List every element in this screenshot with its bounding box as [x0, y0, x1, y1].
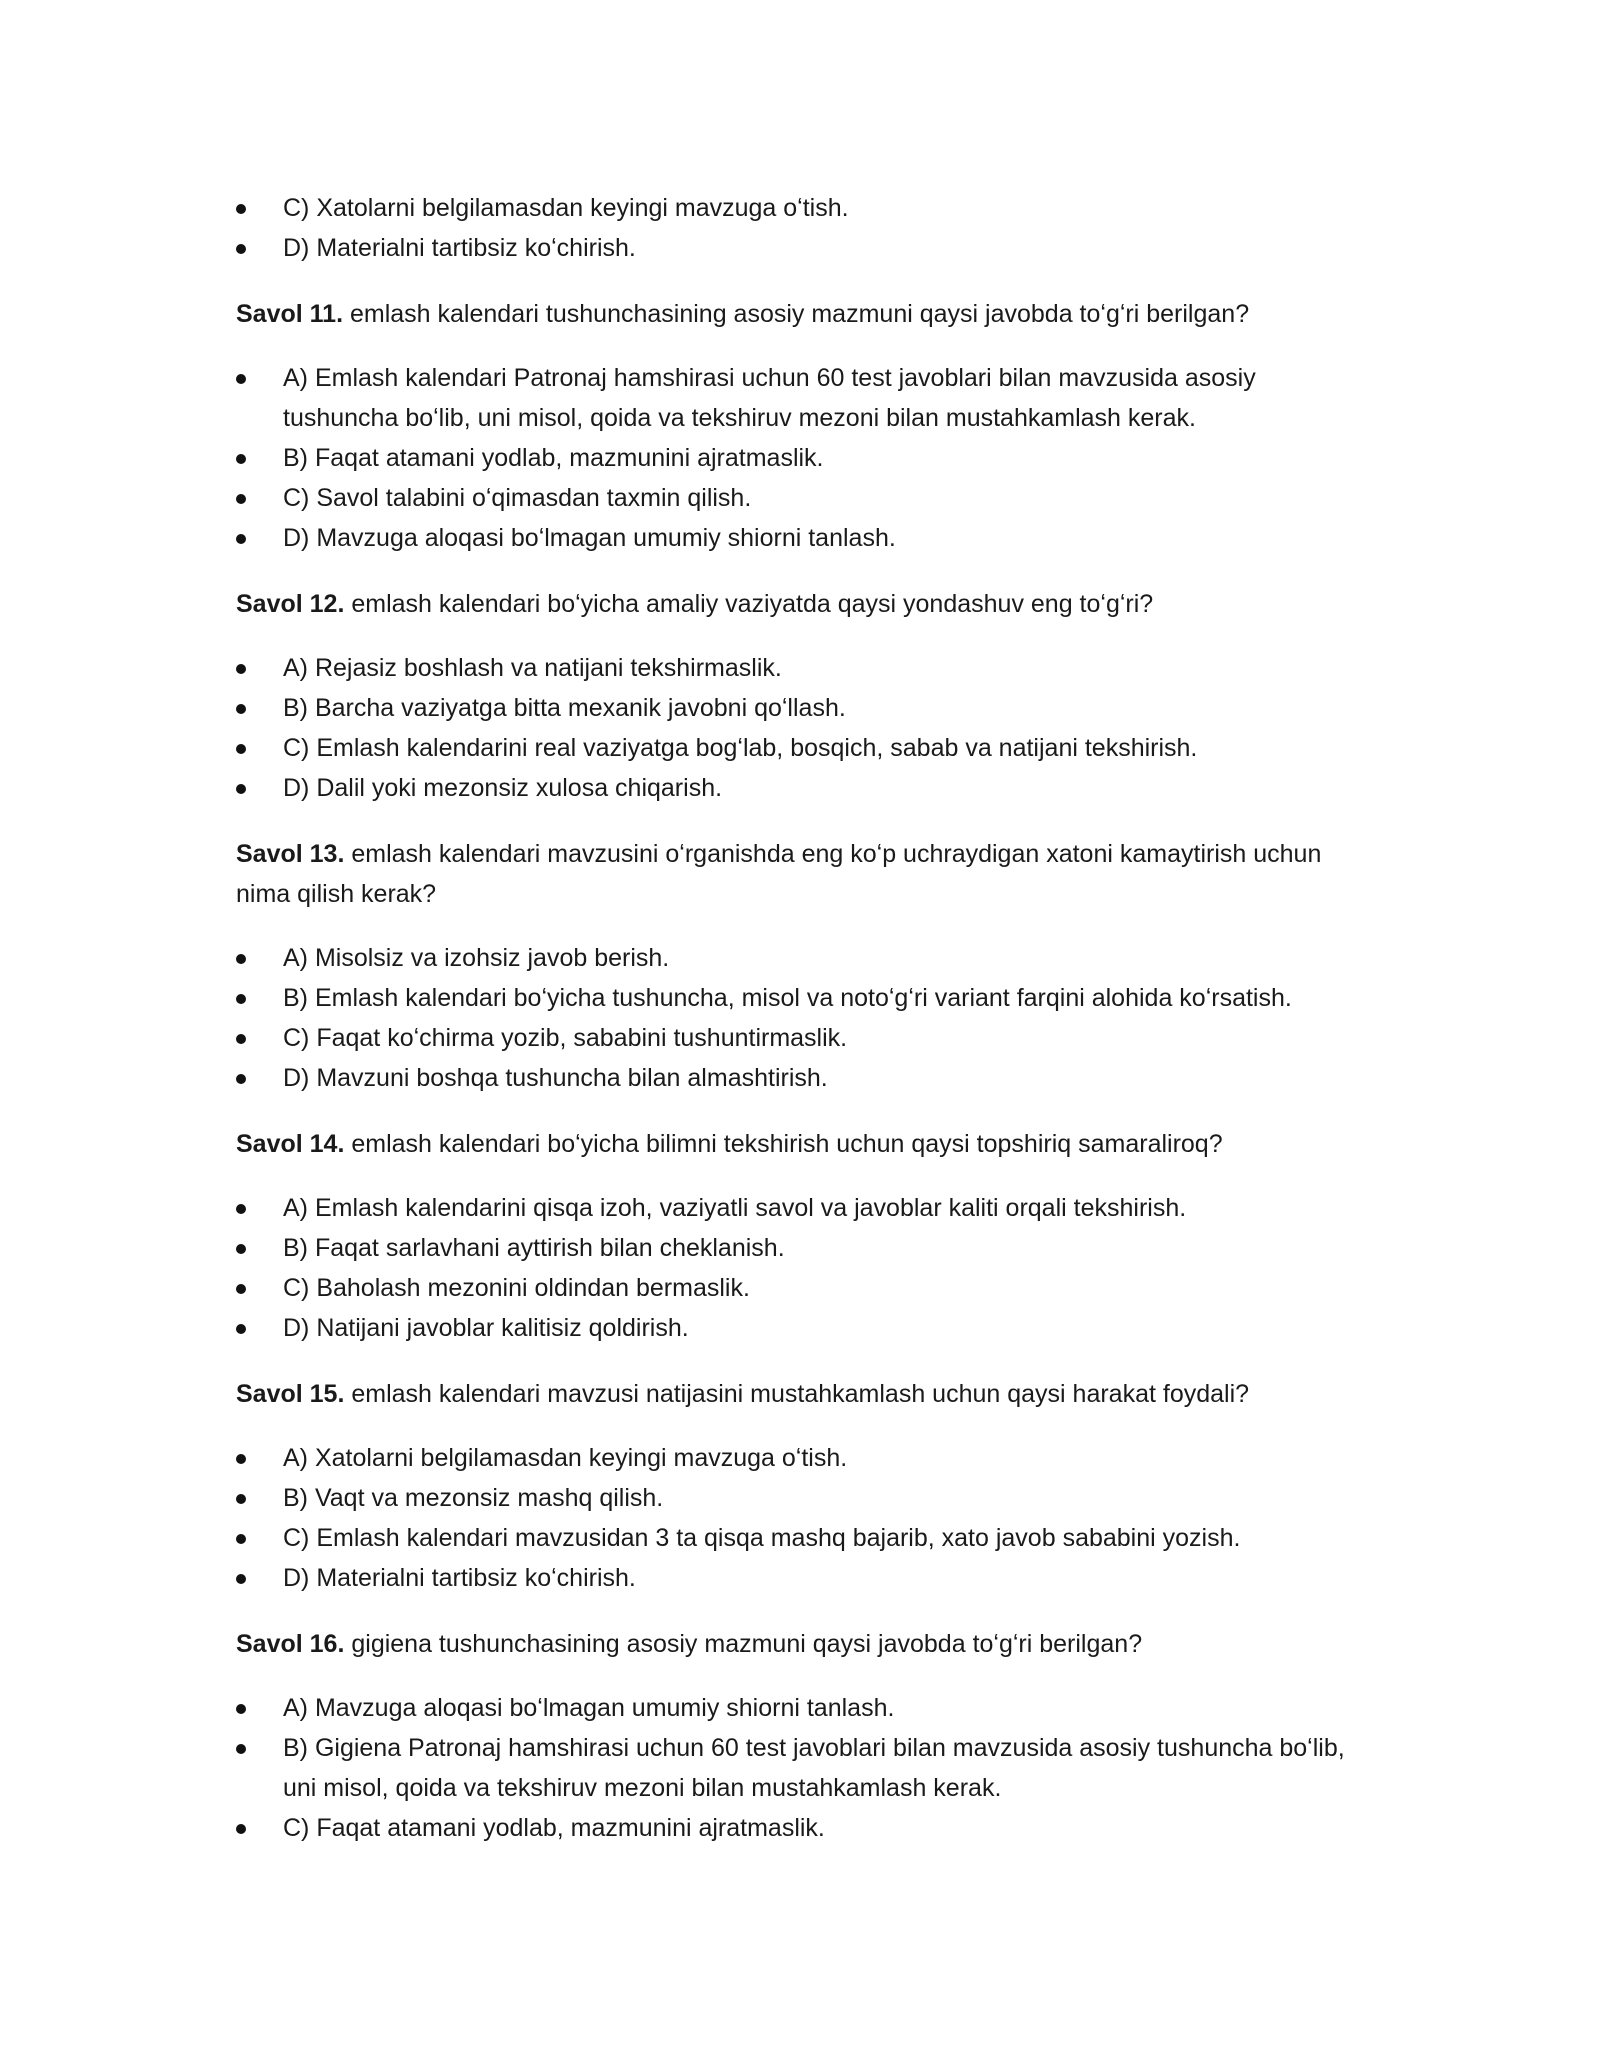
option-item [236, 1018, 1366, 1058]
bullet-icon [236, 1494, 246, 1504]
option-list [236, 358, 1366, 558]
option-text: C) Emlash kalendari mavzusidan 3 ta qisqa mashq bajarib, xato javob sababini yozish. [283, 1524, 1241, 1552]
question-heading [236, 1624, 1366, 1664]
question-number: Savol 14. [236, 1130, 345, 1158]
option-text: B) Gigiena Patronaj hamshirasi uchun 60 test javoblari bilan mavzusida asosiy tushuncha boʻlib, uni misol, qoida va tekshiruv mezoni bilan mustahkamlash kerak. [283, 1734, 1345, 1802]
option-item [236, 518, 1366, 558]
option-list [236, 1188, 1366, 1348]
option-item [236, 1518, 1366, 1558]
option-text: A) Emlash kalendari Patronaj hamshirasi uchun 60 test javoblari bilan mavzusida asosiy tushuncha boʻlib, uni misol, qoida va tekshiruv mezoni bilan mustahkamlash kerak. [283, 364, 1256, 432]
option-text: D) Mavzuga aloqasi boʻlmagan umumiy shiorni tanlash. [283, 524, 896, 552]
bullet-icon [236, 744, 246, 754]
option-list [236, 1438, 1366, 1598]
option-list [236, 938, 1366, 1098]
bullet-icon [236, 664, 246, 674]
option-text: D) Mavzuni boshqa tushuncha bilan almashtirish. [283, 1064, 828, 1092]
option-text: B) Emlash kalendari boʻyicha tushuncha, misol va notoʻgʻri variant farqini alohida koʻrsatish. [283, 984, 1292, 1012]
option-item [236, 188, 1366, 228]
question-number: Savol 15. [236, 1380, 345, 1408]
option-text: C) Baholash mezonini oldindan bermaslik. [283, 1274, 750, 1302]
document-page [236, 188, 1366, 1848]
question-heading [236, 584, 1366, 624]
question-number: Savol 11. [236, 300, 344, 328]
question-heading [236, 294, 1366, 334]
option-text: C) Faqat atamani yodlab, mazmunini ajratmaslik. [283, 1814, 825, 1842]
option-item [236, 1438, 1366, 1478]
option-item [236, 1478, 1366, 1518]
option-text: A) Misolsiz va izohsiz javob berish. [283, 944, 670, 972]
bullet-icon [236, 1244, 246, 1254]
question-text: emlash kalendari tushunchasining asosiy mazmuni qaysi javobda toʻgʻri berilgan? [349, 300, 1250, 328]
option-item [236, 728, 1366, 768]
option-item [236, 228, 1366, 268]
option-item [236, 1688, 1366, 1728]
option-item [236, 1728, 1366, 1808]
option-text: C) Savol talabini oʻqimasdan taxmin qilish. [283, 484, 752, 512]
bullet-icon [236, 704, 246, 714]
option-item [236, 1058, 1366, 1098]
bullet-icon [236, 1034, 246, 1044]
bullet-icon [236, 534, 246, 544]
bullet-icon [236, 454, 246, 464]
option-text: C) Faqat koʻchirma yozib, sababini tushuntirmaslik. [283, 1024, 848, 1052]
bullet-icon [236, 204, 246, 214]
question-heading [236, 1124, 1366, 1164]
option-item [236, 478, 1366, 518]
option-text: B) Vaqt va mezonsiz mashq qilish. [283, 1484, 664, 1512]
question-text: emlash kalendari mavzusi natijasini mustahkamlash uchun qaysi harakat foydali? [351, 1380, 1250, 1408]
option-list [236, 1688, 1366, 1848]
option-text: A) Rejasiz boshlash va natijani tekshirmaslik. [283, 654, 782, 682]
option-text: B) Barcha vaziyatga bitta mexanik javobni qoʻllash. [283, 694, 846, 722]
bullet-icon [236, 994, 246, 1004]
question-number: Savol 13. [236, 840, 345, 868]
question-number: Savol 16. [236, 1630, 345, 1658]
option-item [236, 1308, 1366, 1348]
option-text: A) Xatolarni belgilamasdan keyingi mavzuga oʻtish. [283, 1444, 848, 1472]
question-heading [236, 834, 1366, 914]
option-item [236, 1188, 1366, 1228]
bullet-icon [236, 1284, 246, 1294]
option-item [236, 648, 1366, 688]
question-text: emlash kalendari mavzusini oʻrganishda eng koʻp uchraydigan xatoni kamaytirish uchun nima qilish kerak? [236, 840, 1322, 908]
bullet-icon [236, 1574, 246, 1584]
bullet-icon [236, 1324, 246, 1334]
option-item [236, 1808, 1366, 1848]
option-text: D) Materialni tartibsiz koʻchirish. [283, 234, 636, 262]
option-item [236, 768, 1366, 808]
bullet-icon [236, 1744, 246, 1754]
option-item [236, 938, 1366, 978]
bullet-icon [236, 1824, 246, 1834]
bullet-icon [236, 1534, 246, 1544]
option-item [236, 358, 1366, 438]
option-text: B) Faqat atamani yodlab, mazmunini ajratmaslik. [283, 444, 824, 472]
bullet-icon [236, 1074, 246, 1084]
option-text: D) Materialni tartibsiz koʻchirish. [283, 1564, 636, 1592]
question-text: emlash kalendari boʻyicha amaliy vaziyatda qaysi yondashuv eng toʻgʻri? [351, 590, 1154, 618]
option-text: A) Emlash kalendarini qisqa izoh, vaziyatli savol va javoblar kaliti orqali tekshirish. [283, 1194, 1187, 1222]
option-text: B) Faqat sarlavhani ayttirish bilan cheklanish. [283, 1234, 785, 1262]
option-list [236, 648, 1366, 808]
question-text: gigiena tushunchasining asosiy mazmuni qaysi javobda toʻgʻri berilgan? [351, 1630, 1143, 1658]
option-item [236, 1228, 1366, 1268]
option-item [236, 978, 1366, 1018]
option-item [236, 438, 1366, 478]
option-text: C) Emlash kalendarini real vaziyatga bogʻlab, bosqich, sabab va natijani tekshirish. [283, 734, 1198, 762]
option-text: A) Mavzuga aloqasi boʻlmagan umumiy shiorni tanlash. [283, 1694, 895, 1722]
question-number: Savol 12. [236, 590, 345, 618]
option-text: D) Natijani javoblar kalitisiz qoldirish. [283, 1314, 689, 1342]
bullet-icon [236, 954, 246, 964]
bullet-icon [236, 374, 246, 384]
question-heading [236, 1374, 1366, 1414]
option-item [236, 688, 1366, 728]
option-text: D) Dalil yoki mezonsiz xulosa chiqarish. [283, 774, 723, 802]
bullet-icon [236, 1704, 246, 1714]
option-item [236, 1268, 1366, 1308]
option-item [236, 1558, 1366, 1598]
intro-option-list [236, 188, 1366, 268]
question-text: emlash kalendari boʻyicha bilimni tekshirish uchun qaysi topshiriq samaraliroq? [351, 1130, 1223, 1158]
bullet-icon [236, 244, 246, 254]
bullet-icon [236, 494, 246, 504]
option-text: C) Xatolarni belgilamasdan keyingi mavzuga oʻtish. [283, 194, 849, 222]
bullet-icon [236, 784, 246, 794]
bullet-icon [236, 1454, 246, 1464]
bullet-icon [236, 1204, 246, 1214]
